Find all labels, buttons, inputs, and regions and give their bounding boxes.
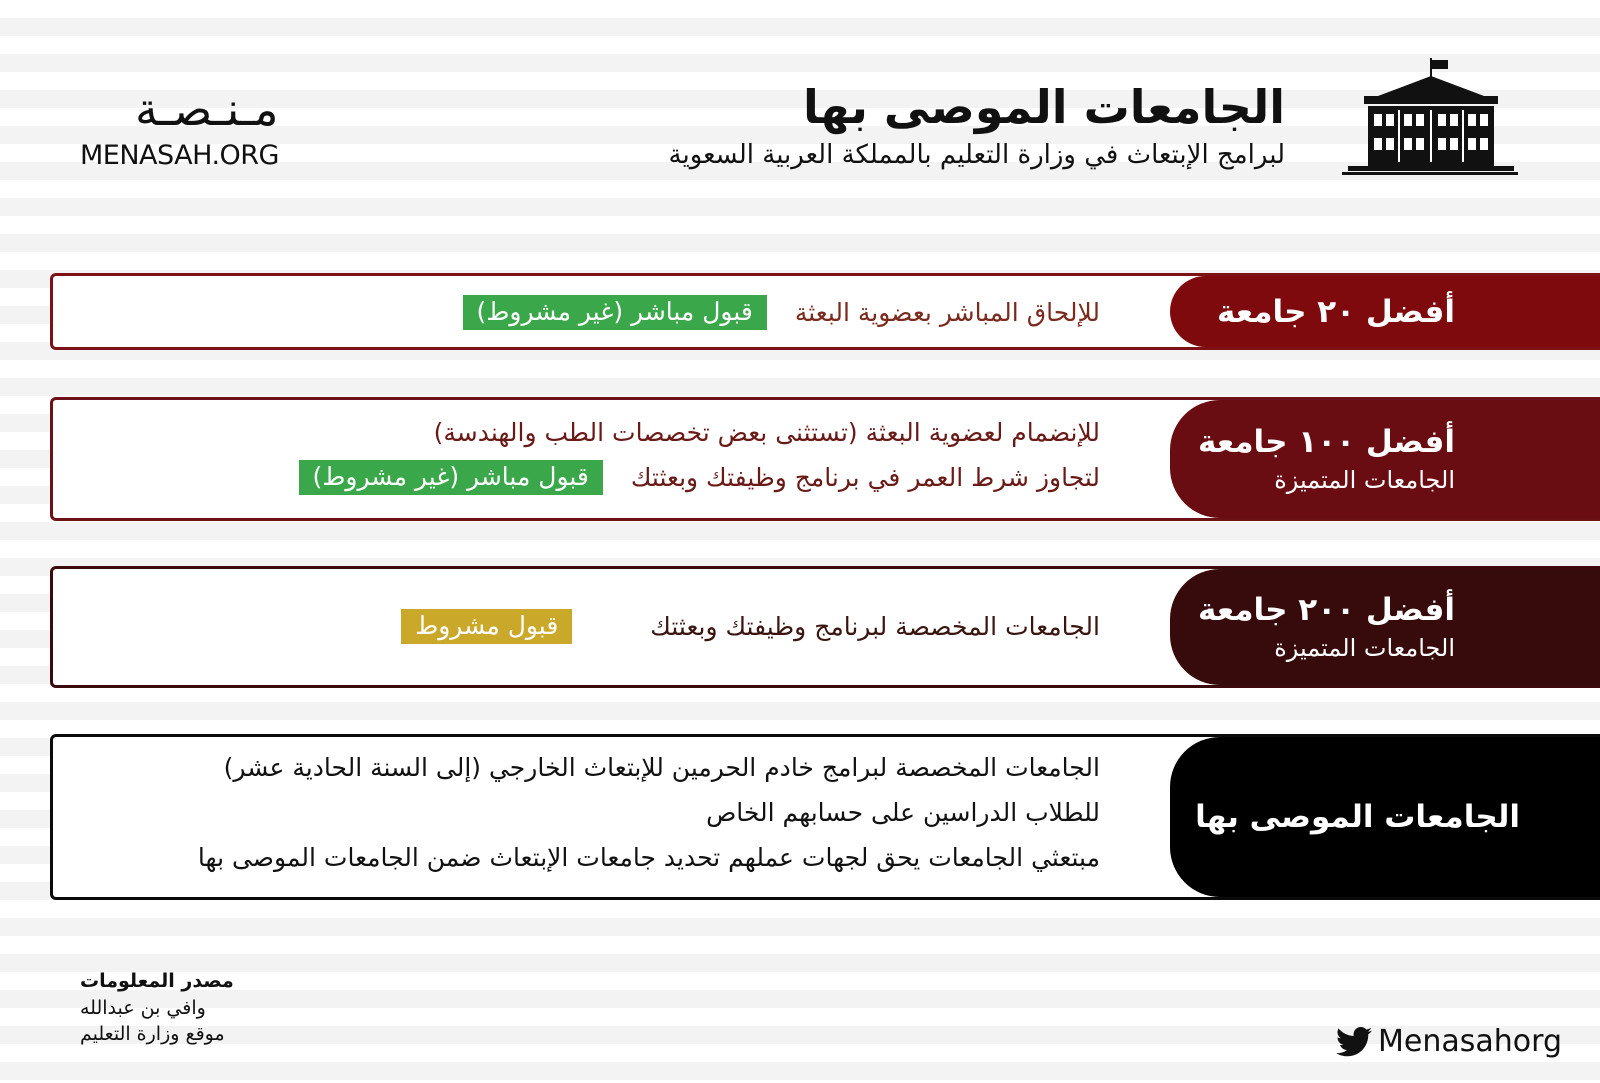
badge-title: أفضل ٢٠٠ جامعة: [1198, 592, 1455, 628]
page-subtitle: لبرامج الإبتعاث في وزارة التعليم بالمملكة العربية السعوية: [668, 140, 1285, 170]
card-top-100: [50, 397, 1600, 521]
acceptance-tag: قبول مباشر (غير مشروط): [299, 460, 603, 495]
card-line: [299, 460, 1100, 495]
badge-title: الجامعات الموصى بها: [1195, 799, 1520, 835]
card-line: [224, 753, 1100, 782]
card-line: [401, 609, 1100, 644]
twitter-handle-text: Menasahorg: [1378, 1024, 1562, 1059]
twitter-bird-icon: [1336, 1027, 1372, 1057]
line-text: للإنضمام لعضوية البعثة (تستثنى بعض تخصصات الطب والهندسة): [433, 418, 1100, 447]
badge-title: أفضل ٢٠ جامعة: [1216, 293, 1455, 330]
source-line: وافي بن عبدالله: [80, 997, 206, 1019]
card-top-200-distinguished: [50, 566, 1600, 688]
source-line: موقع وزارة التعليم: [80, 1023, 225, 1045]
card-line: [434, 418, 1100, 447]
line-text: مبتعثي الجامعات يحق لجهات عملهم تحديد جامعات الإبتعاث ضمن الجامعات الموصى بها: [197, 843, 1100, 872]
logo-english: MENASAH.ORG: [80, 140, 279, 171]
card-line: [706, 798, 1100, 827]
university-building-icon: [1338, 58, 1518, 178]
acceptance-tag: قبول مباشر (غير مشروط): [463, 295, 767, 330]
page-title: الجامعات الموصى بها: [802, 80, 1285, 134]
card-line: [198, 843, 1100, 872]
card-top-200: [50, 273, 1600, 350]
card-badge: [1170, 400, 1600, 518]
badge-title: أفضل ١٠٠ جامعة: [1198, 424, 1455, 460]
logo-arabic: مـنـصـة: [135, 82, 279, 136]
line-text: لتجاوز شرط العمر في برنامج وظيفتك وبعثتك: [630, 463, 1100, 492]
card-recommended: [50, 734, 1600, 900]
source-heading: مصدر المعلومات: [80, 970, 234, 992]
line-text: للإلحاق المباشر بعضوية البعثة: [794, 298, 1100, 327]
line-text: الجامعات المخصصة لبرنامج وظيفتك وبعثتك: [650, 612, 1100, 641]
line-text: الجامعات المخصصة لبرامج خادم الحرمين للإبتعاث الخارجي (إلى السنة الحادية عشر): [223, 753, 1100, 782]
card-line: [463, 295, 1100, 330]
acceptance-tag: قبول مشروط: [401, 609, 572, 644]
card-badge: [1170, 276, 1600, 347]
line-text: للطلاب الدراسين على حسابهم الخاص: [706, 798, 1100, 827]
card-badge: [1170, 569, 1600, 685]
card-badge: [1170, 737, 1600, 897]
badge-subtitle: الجامعات المتميزة: [1274, 466, 1455, 494]
twitter-handle-link[interactable]: [1336, 1024, 1562, 1059]
badge-subtitle: الجامعات المتميزة: [1274, 634, 1455, 662]
